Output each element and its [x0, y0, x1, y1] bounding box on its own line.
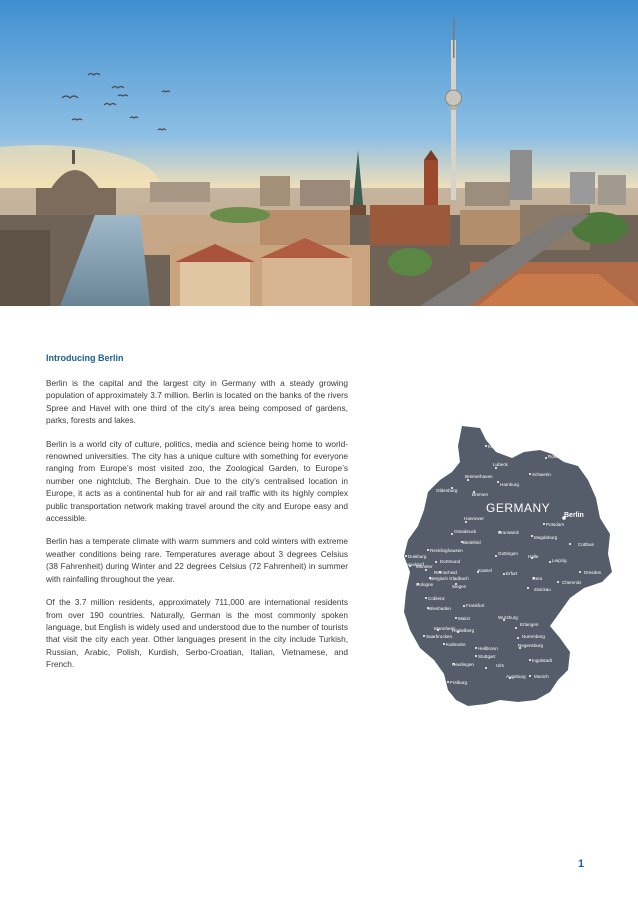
- city-label: Cottbus: [578, 542, 594, 547]
- city-label: Erlangen: [520, 622, 539, 627]
- city-label: Dortmund: [440, 559, 461, 564]
- city-label: Saarbrucken: [426, 634, 453, 639]
- city-label: Bergisch Gladbach: [430, 576, 469, 581]
- city-label: Mannheim: [434, 626, 456, 631]
- city-label: Duisburg: [408, 554, 427, 559]
- city-label: Regensburg: [518, 643, 544, 648]
- city-label: Osnabruck: [454, 529, 477, 534]
- city-label: Zwickau: [534, 587, 551, 592]
- city-label: Gottingen: [498, 551, 518, 556]
- city-label: Frankfurt: [466, 603, 485, 608]
- article-paragraph: Of the 3.7 million residents, approximately 711,000 are international residents from over 190 countries. Naturally, German is the most commonly spoken language, but English is widely used and understood due to the number of tourists that visit the city each year. Other languages present in the city include Turkish, Russian, Arabic, Polish, Kurdish, Serbo-Croatian, Italian, Vietnamese, and French.: [46, 597, 348, 670]
- germany-map: [400, 422, 618, 712]
- city-label: Bremen: [472, 492, 489, 497]
- germany-map-shape: [400, 422, 618, 712]
- city-label: Chemnitz: [562, 580, 582, 585]
- city-label: Stuttgart: [478, 654, 496, 659]
- city-label: Freiburg: [450, 680, 468, 685]
- country-label: GERMANY: [486, 501, 551, 515]
- city-label: Potsdam: [546, 522, 565, 527]
- city-label: Lubeck: [493, 462, 508, 467]
- article-paragraph: Berlin is the capital and the largest city in Germany with a steady growing population of approximately 3.7 million. Berlin is located on the banks of the rivers Spree and Havel with one third of the city’s area being composed of gardens, parks, forests and lakes.: [46, 378, 348, 426]
- article-heading: Introducing Berlin: [46, 353, 124, 363]
- city-label: Hamburg: [500, 482, 519, 487]
- city-label: Bremerhaven: [465, 474, 493, 479]
- berlin-skyline-illustration: [0, 0, 638, 306]
- city-label: Gera: [532, 576, 543, 581]
- city-label: Ingolstadt: [532, 658, 552, 663]
- city-label: Ulm: [496, 663, 505, 668]
- city-label: Kiel: [488, 444, 496, 449]
- city-label: Augsburg: [506, 674, 526, 679]
- article: [46, 352, 348, 682]
- city-label: Oldenburg: [436, 488, 458, 493]
- city-label: Magdeburg: [534, 535, 558, 540]
- city-label: Kassel: [478, 568, 492, 573]
- capital-label: Berlin: [564, 512, 584, 519]
- city-label: Wiesbaden: [428, 606, 451, 611]
- article-paragraph: Berlin is a world city of culture, politics, media and science being home to world-renowned universities. The city has a unique culture with something for everyone ranging from Europe’s most visited zoo, the Zoological Garden, to Europe’s number one nightclub, The Berghain. Due to the city’s centralised location in Europe, it acts as a continental hub for air and rail traffic with its highly complex public transportation network making travel around the city and Europe easy and accessible.: [46, 438, 348, 524]
- city-label: Bielefeld: [463, 540, 481, 545]
- city-label: Karlsruhe: [446, 642, 466, 647]
- city-label: Munster: [416, 564, 433, 569]
- city-label: Munich: [534, 674, 549, 679]
- city-label: Reutlingen: [452, 662, 474, 667]
- city-label: Rostock: [548, 454, 565, 459]
- city-label: Erfurt: [506, 571, 518, 576]
- city-label: Schwerin: [532, 472, 551, 477]
- city-label: Hannover: [464, 516, 484, 521]
- city-label: Recklinghausen: [430, 548, 463, 553]
- hero-image: [0, 0, 638, 306]
- city-label: Wurzburg: [498, 615, 518, 620]
- article-paragraph: Berlin has a temperate climate with warm summers and cold winters with extreme weather conditions being rare. Temperatures average about 3 degrees Celsius (38 Fahrenheit) during Winter and 22 degrees Celsius (72 Fahrenheit) in summer with rainfalling throughout the year.: [46, 536, 348, 584]
- page-number: 1: [577, 858, 585, 870]
- city-label: Dresden: [584, 570, 602, 575]
- city-label: Cologne: [416, 582, 434, 587]
- city-label: Brunswick: [498, 530, 519, 535]
- city-label: Halle: [528, 554, 539, 559]
- city-label: Heilbronn: [478, 646, 498, 651]
- city-label: Leipzig: [552, 558, 567, 563]
- city-label: Mainz: [458, 616, 471, 621]
- city-label: Heidelberg: [452, 628, 475, 633]
- city-label: Nuremberg: [522, 634, 545, 639]
- city-label: Remscheid: [434, 570, 457, 575]
- city-label: Siegen: [452, 584, 467, 589]
- city-label: Coblenz: [428, 596, 445, 601]
- city-label: Dusseldorf: [402, 562, 424, 567]
